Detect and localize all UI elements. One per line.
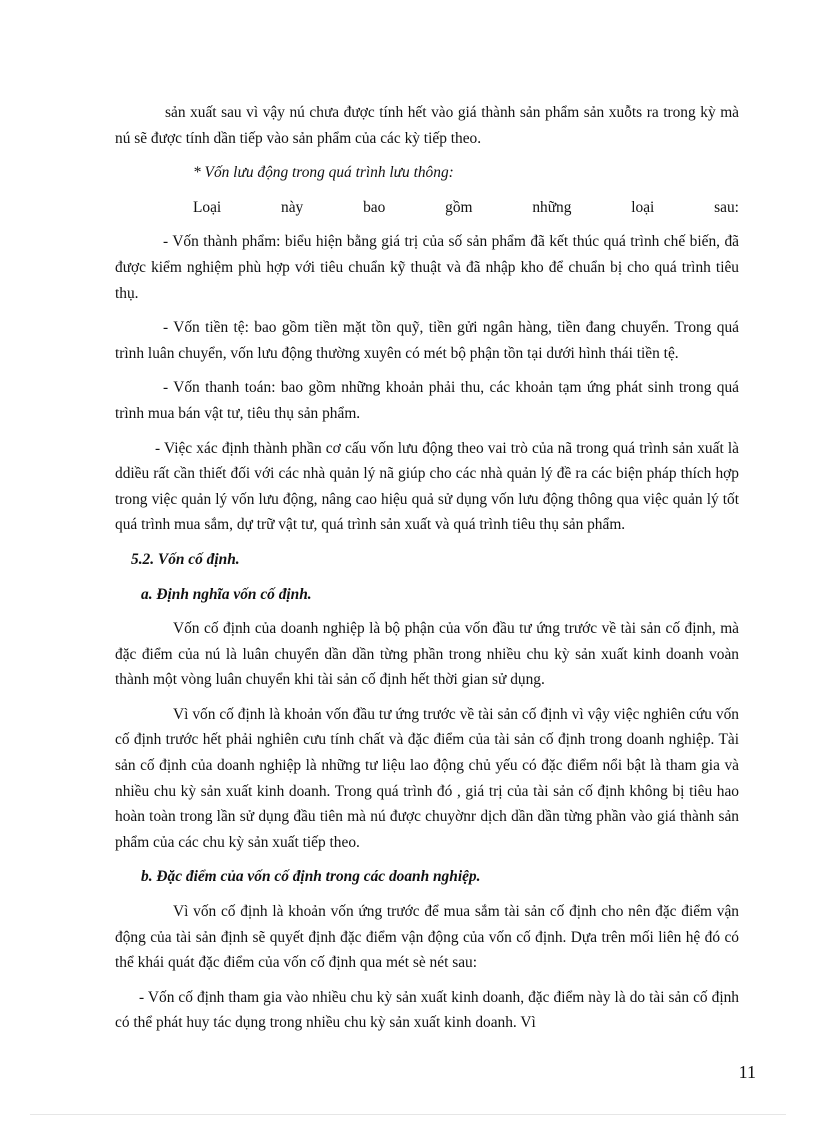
word: những	[532, 198, 572, 216]
word: bao	[363, 198, 386, 216]
word: Loại	[193, 198, 222, 216]
word: loại	[631, 198, 655, 216]
paragraph-determination: - Việc xác định thành phần cơ cấu vốn lưu động theo vai trò của nã trong quá trình sản xuất là ddiều rất cần thiết đối với các nhà quản lý nã giúp cho các nhà quản lý đề ra các biện pháp thích hợp trong việc quản lý vốn lưu động, nâng cao hiệu quả sử dụng vốn lưu động thông qua việc quản lý tốt quá trình mua sắm, dự trữ vật tư, quá trình sản xuất và quá trình tiêu thụ sản phẩm.	[115, 439, 739, 534]
bottom-divider	[30, 1114, 786, 1115]
paragraph-definition-2: Vì vốn cố định là khoản vốn đầu tư ứng trước về tài sản cố định vì vậy việc nghiên cứu vốn cố định trước hết phải nghiên cưu tính chất và đặc điểm của tài sản cố định trong doanh nghiệp. Tài sản cố định của doanh nghiệp là những tư liệu lao động chủ yếu có đặc điểm nổi bật là tham gia và nhiều chu kỳ sản xuất kinh doanh. Trong quá trình đó , giá trị của tài sản cố định không bị tiêu hao hoàn toàn trong lần sử dụng đầu tiên mà nú được chuyờnr dịch dần dần từng phần vào giá thành sản phẩm của các chu kỳ sản xuất tiếp theo.	[115, 705, 739, 851]
subheading-circulation: * Vốn lưu động trong quá trình lưu thông:	[193, 164, 454, 182]
page-number: 11	[738, 1062, 756, 1082]
paragraph-features-1: Vì vốn cố định là khoản vốn ứng trước để mua sắm tài sản cố định cho nên đặc điểm vận động của tài sản định sẽ quyết định đặc điểm vận động của vốn cố định. Dựa trên mối liên hệ đó có thể khái quát đặc điểm của vốn cố định qua mét sè nét sau:	[115, 903, 739, 972]
subsection-heading-b: b. Đặc điểm của vốn cố định trong các doanh nghiệp.	[141, 868, 481, 886]
text-column	[115, 100, 739, 1036]
item-money: - Vốn tiền tệ: bao gồm tiền mặt tồn quỹ, tiền gửi ngân hàng, tiền đang chuyển. Trong quá trình luân chuyển, vốn lưu động thường xuyên có mét bộ phận tồn tại dưới hình thái tiền tệ.	[115, 319, 739, 362]
paragraph-continuation: sản xuất sau vì vậy nú chưa được tính hết vào giá thành sản phẩm sản xuỗts ra trong kỳ mà nú sẽ được tính dần tiếp vào sản phẩm của các kỳ tiếp theo.	[115, 104, 739, 147]
subsection-heading-a: a. Định nghĩa vốn cố định.	[141, 585, 312, 603]
word: này	[281, 198, 304, 216]
item-payment: - Vốn thanh toán: bao gồm những khoản phải thu, các khoản tạm ứng phát sinh trong quá trình mua bán vật tư, tiêu thụ sản phẩm.	[115, 379, 739, 422]
item-finished-goods: - Vốn thành phẩm: biểu hiện bằng giá trị của số sản phẩm đã kết thúc quá trình chế biến, đã được kiểm nghiệm phù hợp với tiêu chuẩn kỹ thuật và đã nhập kho để chuẩn bị cho quá trình tiêu thụ.	[115, 233, 739, 302]
word: sau:	[714, 198, 739, 216]
paragraph-definition-1: Vốn cố định của doanh nghiệp là bộ phận của vốn đầu tư ứng trước về tài sản cố định, mà đặc điểm của nú là luân chuyển dần dần từng phần trong nhiều chu kỳ sản xuất kinh doanh voàn thành một vòng luân chuyển khi tài sản cố định hết thời gian sử dụng.	[115, 620, 739, 689]
types-intro-line	[115, 195, 739, 221]
word: gồm	[445, 198, 473, 216]
section-heading-5-2: 5.2. Vốn cố định.	[131, 550, 240, 568]
paragraph-features-2: - Vốn cố định tham gia vào nhiều chu kỳ sản xuất kinh doanh, đặc điểm này là do tài sản cố định có thể phát huy tác dụng trong nhiều chu kỳ sản xuất kinh doanh. Vì	[115, 988, 739, 1032]
